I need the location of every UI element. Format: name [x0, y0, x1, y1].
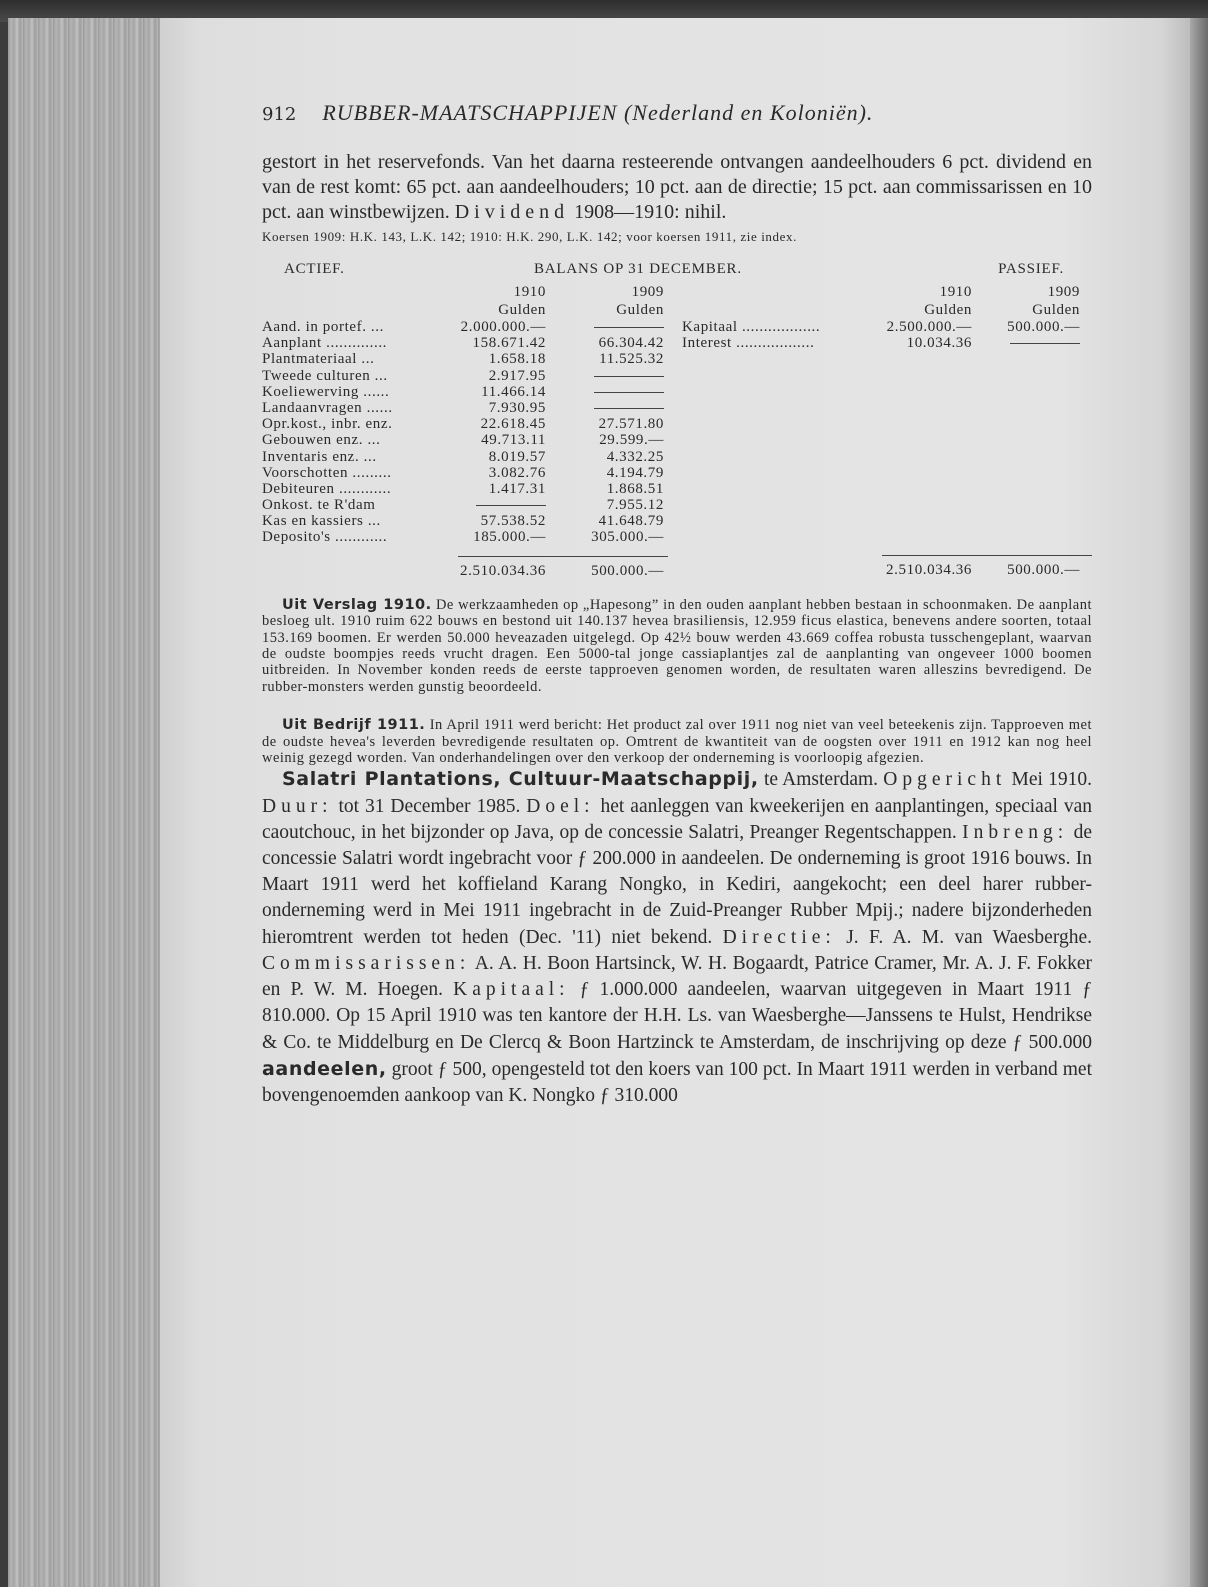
running-head [262, 100, 1092, 140]
passief-total-1910: 2.510.034.36 [886, 562, 972, 579]
table-row: Debiteuren ............ 1.417.31 1.868.51 [262, 480, 664, 497]
inbreng-value: de concessie Salatri wordt ingebracht voor ƒ 200.000 in aandeelen. De onderneming is groot 1916 bouws. In Maart 1911 werd het koffieland Karang Nongko, in Kediri, aangekocht; een deel harer rubber-onderneming werd in Mei 1911 ingebracht in de Zuid-Preanger Rubber Mpij.; nadere bijzonderheden hieromtrent werden tot heden (Dec. '11) niet bekend. [262, 821, 1092, 948]
table-row: Plantmateriaal ... 1.658.18 11.525.32 [262, 351, 664, 368]
bedrijf-paragraph [262, 717, 1092, 766]
col-unit: Gulden [924, 302, 972, 318]
table-row: Koeliewerving ...... 11.466.14 [262, 384, 668, 400]
col-unit: Gulden [498, 302, 546, 318]
book-spine-edge [1190, 18, 1208, 1587]
doel-value: het aanleggen van kweekerijen en aanplantingen, speciaal van caoutchouc, in het bijzonder op Java, op de concessie Salatri, Preanger Regentschappen. [262, 795, 1092, 843]
verslag-text: De werkzaamheden op „Hapesong” in den ouden aanplant hebben bestaan in schoonmaken. De aanplant besloeg ult. 1910 ruim 622 bouws en bestond uit 140.137 hevea brasiliensis, 12.959 ficus elastica, benevens andere soorten, totaal 153.169 boomen. Er werden 50.000 heveazaden uitgelegd. Op 42½ bouw werden 43.669 coffea robusta tusschengeplant, waarvan de oudste boompjes reeds vrucht dragen. Een 5000-tal jonge cassiaplantjes zal de aanplanting van ongeveer 1000 boomen uitbreiden. In November konden reeds de eerste tapproeven genomen worden, de resultaten waren alleszins bevredigend. De rubber-monsters werden gunstig beoordeeld. [262, 596, 1092, 695]
company-location: te Amsterdam. [763, 769, 879, 791]
inbreng-label: Inbreng: [962, 821, 1069, 843]
duur-value: tot 31 December 1985. [338, 795, 521, 817]
col-year-1910: 1910 [513, 284, 546, 300]
col-unit: Gulden [1032, 302, 1080, 318]
verslag-heading: Uit Verslag 1910. [282, 596, 432, 613]
opgericht-label: Opgericht [883, 769, 1007, 791]
col-unit: Gulden [616, 302, 664, 318]
table-row: Landaanvragen ...... 7.930.95 [262, 400, 668, 416]
table-row: Kas en kassiers ... 57.538.52 41.648.79 [262, 513, 664, 530]
bedrijf-heading: Uit Bedrijf 1911. [282, 717, 426, 734]
dividend-label: Dividend [454, 201, 570, 223]
actief-total-row [262, 563, 668, 579]
actief-table [262, 283, 668, 579]
passief-table [682, 283, 1092, 579]
table-row: Inventaris enz. ... 8.019.57 4.332.25 [262, 448, 664, 465]
actief-total-1909: 500.000.— [591, 562, 664, 579]
table-row: Aanplant .............. 158.671.42 66.304.42 [262, 335, 664, 352]
col-year-1910: 1910 [939, 284, 972, 300]
passief-total-1909: 500.000.— [1007, 562, 1080, 579]
running-title: RUBBER-MAATSCHAPPIJEN (Nederland en Koloniën). [322, 100, 874, 125]
table-row: Onkost. te R'dam 7.955.12 [262, 497, 664, 514]
passief-label: PASSIEF. [998, 261, 1064, 277]
passief-total-row [682, 562, 1092, 578]
table-row: Deposito's ............ 185.000.— 305.000.— [262, 529, 664, 546]
actief-total-1910: 2.510.034.36 [460, 562, 546, 579]
bedrijf-text: In April 1911 werd bericht: Het product zal over 1911 nog niet van veel beteekenis zijn. Tapproeven met de oudste hevea's leverden bevredigende resultaten op. Omtrent de kwantiteit van de oogsten over 1911 en 1912 kan nog heel weinig gezegd worden. Van onderhandelingen over den verkoop der onderneming is voorloopig afgezien. [262, 717, 1093, 767]
koersen-line: Koersen 1909: H.K. 143, L.K. 142; 1910: H.K. 290, L.K. 142; voor koersen 1911, zie index. [262, 229, 797, 244]
directie-label: Directie: [722, 926, 836, 948]
balance-sheet [262, 261, 1092, 579]
table-row: Aand. in portef. ... 2.000.000.— [262, 319, 668, 335]
doel-label: Doel: [526, 795, 595, 817]
page-stack-edge [8, 18, 168, 1587]
intro-paragraph [262, 150, 1092, 225]
intro-text: gestort in het reservefonds. Van het daarna resteerende ontvangen aandeelhouders 6 pct. dividend en van de rest komt: 65 pct. aan aandeelhouders; 10 pct. aan de directie; 15 pct. aan commissarissen en 10 pct. aan winstbewijzen. [262, 151, 1092, 223]
dividend-value: 1908—1910: nihil. [574, 201, 727, 223]
kapitaal-value: ƒ 1.000.000 aandeelen, waarvan uitgegeven in Maart 1911 ƒ 810.000. Op 15 April 1910 was ten kantore der H.H. Ls. van Waesberghe—Janssens te Hulst, Hendrikse & Co. te Middelburg en De Clercq & Boon Hartzinck te Amsterdam, de inschrijving op deze ƒ 500.000 [262, 979, 1093, 1053]
opgericht-value: Mei 1910. [1011, 769, 1093, 791]
company-name: Salatri Plantations, Cultuur-Maatschappij, [282, 768, 759, 791]
page-number: 912 [262, 104, 297, 125]
table-row: Voorschotten ......... 3.082.76 4.194.79 [262, 464, 664, 481]
salatri-entry [262, 766, 1092, 1109]
col-year-1909: 1909 [1047, 284, 1080, 300]
balance-header [262, 261, 1092, 283]
page-content [262, 100, 1092, 1109]
col-year-1909: 1909 [631, 284, 664, 300]
sum-rule [882, 555, 1092, 556]
table-row: Opr.kost., inbr. enz. 22.618.45 27.571.80 [262, 416, 664, 433]
kapitaal-label: Kapitaal: [453, 979, 570, 1001]
commissarissen-value: A. A. H. Boon Hartsinck, W. H. Bogaardt, Patrice Cramer, Mr. A. J. F. Fokker en P. W. M. Hoegen. [262, 952, 1092, 1001]
actief-label: ACTIEF. [284, 261, 345, 277]
balance-title: BALANS OP 31 DECEMBER. [534, 261, 742, 277]
directie-value: J. F. A. M. van Waesberghe. [846, 926, 1092, 948]
table-row: Kapitaal .................. 2.500.000.— 500.000.— [682, 319, 1080, 335]
commissarissen-label: Commissarissen: [262, 952, 471, 974]
sum-rule [458, 556, 668, 557]
table-row: Interest .................. 10.034.36 [682, 335, 1092, 351]
table-row: Tweede culturen ... 2.917.95 [262, 368, 668, 384]
verslag-paragraph [262, 597, 1092, 695]
salatri-tail: groot ƒ 500, opengesteld tot den koers van 100 pct. In Maart 1911 werden in verband met bovengenoemden aankoop van K. Nongko ƒ 310.000 [262, 1058, 1093, 1106]
table-row: Gebouwen enz. ... 49.713.11 29.599.— [262, 432, 664, 449]
aandeelen-bold: aandeelen, [262, 1057, 387, 1080]
duur-label: Duur: [262, 795, 333, 817]
